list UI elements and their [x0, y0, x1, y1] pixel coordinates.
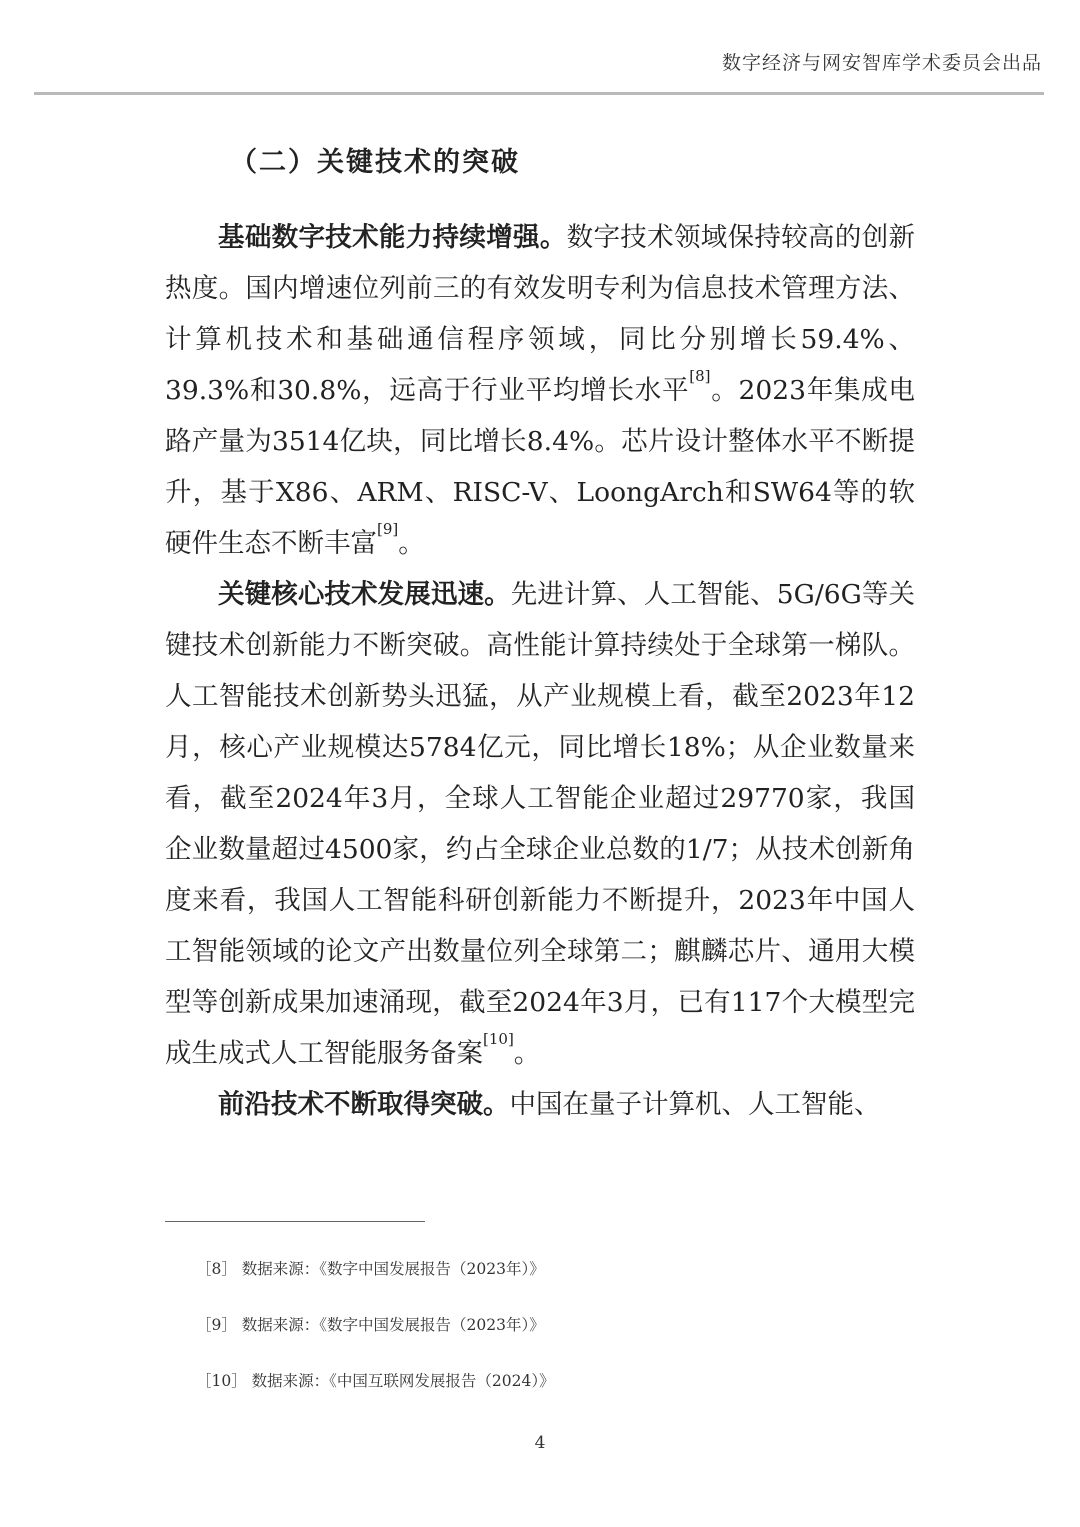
paragraph-lead: 基础数字技术能力持续增强。	[218, 222, 567, 253]
footnote-ref-9[interactable]: [9]	[377, 520, 399, 538]
header-divider	[34, 92, 1044, 95]
body-text	[165, 212, 915, 1130]
paragraph-text: 先进计算、人工智能、5G/6G等关键技术创新能力不断突破。高性能计算持续处于全球第一梯队。人工智能技术创新势头迅猛，从产业规模上看，截至2023年12月，核心产业规模达5784亿元，同比增长18%；从企业数量来看，截至2024年3月，全球人工智能企业超过29770家，我国企业数量超过4500家，约占全球企业总数的1/7；从技术创新角度来看，我国人工智能科研创新能力不断提升，2023年中国人工智能领域的论文产出数量位列全球第二；麒麟芯片、通用大模型等创新成果加速涌现，截至2024年3月，已有117个大模型完成生成式人工智能服务备案	[165, 579, 915, 1069]
footnote-ref-10[interactable]: [10]	[483, 1030, 514, 1048]
footnote-9: ［9］ 数据来源：《数字中国发展报告（2023年）》	[196, 1316, 545, 1334]
paragraph-text: 。	[513, 1038, 541, 1069]
paragraph-text: 数字技术领域保持较高的创新热度。国内增速位列前三的有效发明专利为信息技术管理方法、计算机技术和基础通信程序领域，同比分别增长59.4%、39.3%和30.8%，远高于行业平均增长水平	[165, 222, 916, 406]
footnote-10: ［10］ 数据来源：《中国互联网发展报告（2024）》	[196, 1372, 555, 1390]
page-header: 数字经济与网安智库学术委员会出品	[721, 52, 1042, 74]
paragraph-text: 中国在量子计算机、人工智能、	[509, 1089, 881, 1120]
paragraph-digital-tech	[165, 212, 915, 569]
paragraph-core-tech	[165, 569, 915, 1079]
section-heading: （二）关键技术的突破	[230, 147, 520, 178]
page-number: 4	[534, 1433, 546, 1453]
paragraph-frontier-tech	[165, 1079, 915, 1130]
footnote-ref-8[interactable]: [8]	[689, 367, 711, 385]
paragraph-text: 。	[398, 528, 425, 559]
footnotes	[196, 1258, 555, 1426]
paragraph-lead: 关键核心技术发展迅速。	[218, 579, 511, 610]
footnote-divider	[165, 1221, 425, 1222]
paragraph-text: 。2023年集成电路产量为3514亿块，同比增长8.4%。芯片设计整体水平不断提升，基于X86、ARM、RISC-V、LoongArch和SW64等的软硬件生态不断丰富	[165, 375, 915, 559]
paragraph-lead: 前沿技术不断取得突破。	[218, 1089, 510, 1120]
footnote-8: ［8］ 数据来源：《数字中国发展报告（2023年）》	[196, 1260, 545, 1278]
